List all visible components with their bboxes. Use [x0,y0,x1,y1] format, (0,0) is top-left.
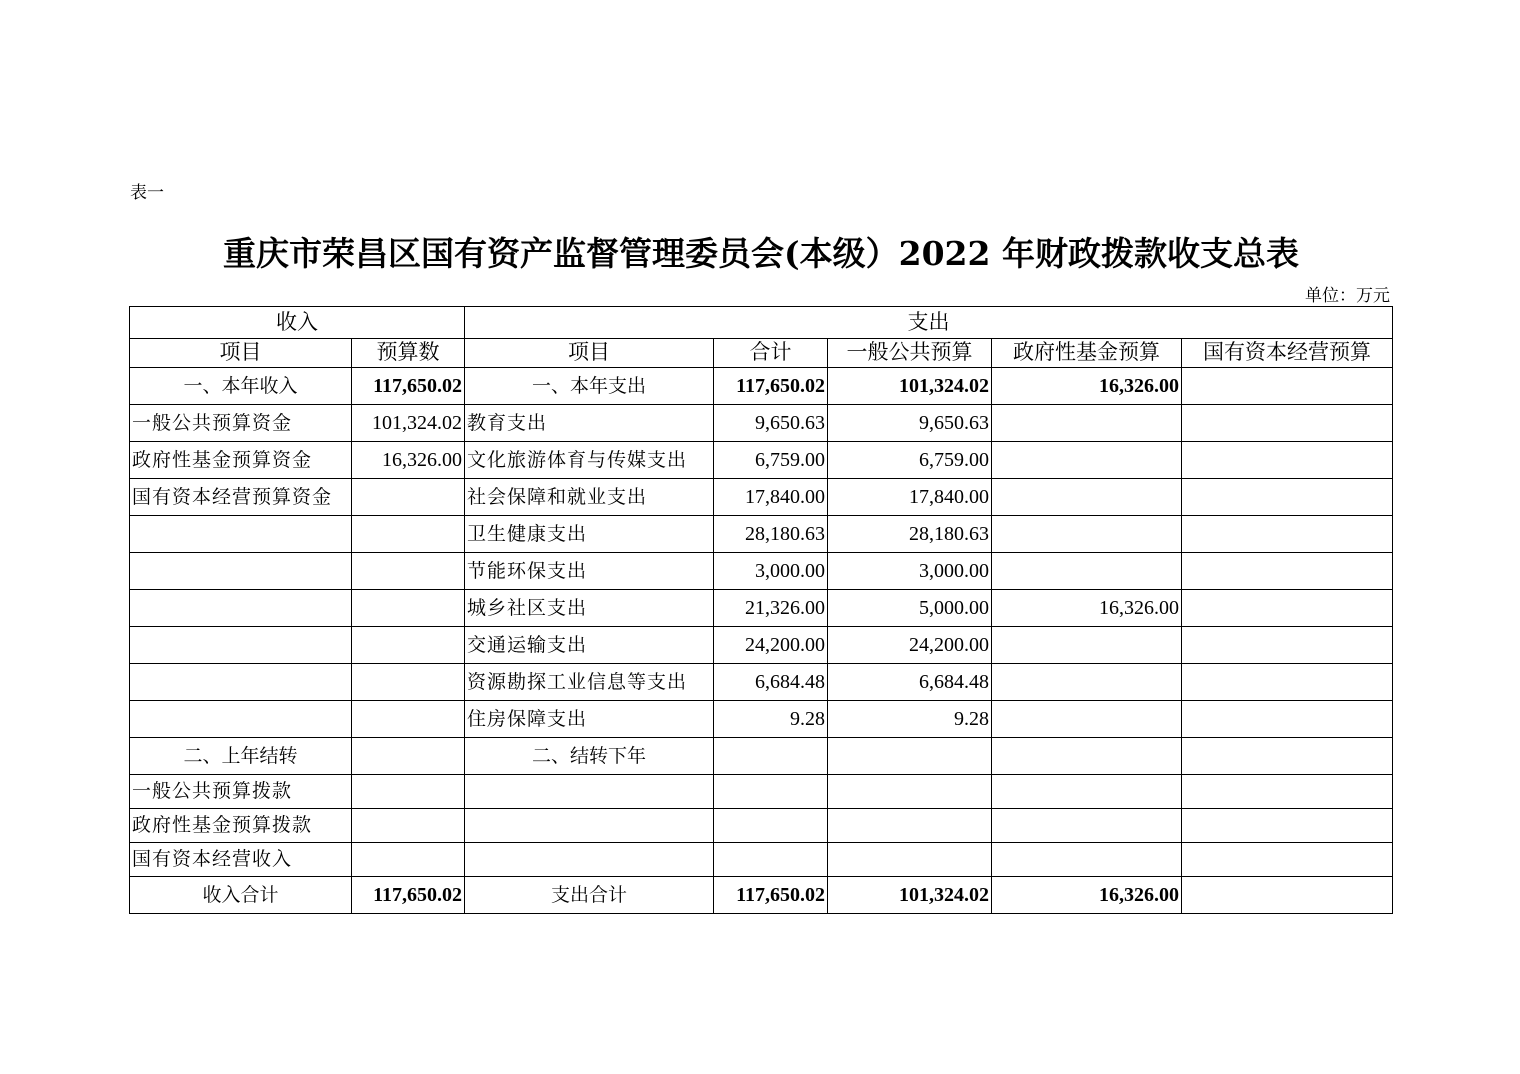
income-item-cell: 一、本年收入 [130,368,352,405]
expense-item-cell: 资源勘探工业信息等支出 [465,664,714,701]
general-budget-cell: 6,759.00 [828,442,992,479]
gov-fund-cell [992,442,1182,479]
total-cell: 6,684.48 [714,664,828,701]
income-amount-cell: 117,650.02 [352,368,465,405]
income-amount-cell [352,775,465,809]
expense-section-header: 支出 [465,307,1393,339]
state-capital-cell [1182,516,1393,553]
state-capital-cell [1182,405,1393,442]
income-item-cell [130,590,352,627]
gov-fund-cell [992,479,1182,516]
total-cell: 117,650.02 [714,368,828,405]
col-income-budget: 预算数 [352,339,465,368]
general-budget-cell: 9.28 [828,701,992,738]
gov-fund-cell [992,701,1182,738]
totals-row [130,877,1393,914]
general-budget-cell: 24,200.00 [828,627,992,664]
gov-fund-cell [992,553,1182,590]
state-capital-cell [1182,738,1393,775]
gov-fund-cell: 16,326.00 [992,368,1182,405]
income-item-cell [130,516,352,553]
income-item-cell: 二、上年结转 [130,738,352,775]
expense-item-cell: 教育支出 [465,405,714,442]
general-budget-cell: 17,840.00 [828,479,992,516]
gov-fund-total: 16,326.00 [992,877,1182,914]
income-item-cell: 国有资本经营预算资金 [130,479,352,516]
income-total-label: 收入合计 [130,877,352,914]
gov-fund-cell [992,738,1182,775]
total-cell: 28,180.63 [714,516,828,553]
general-budget-cell: 9,650.63 [828,405,992,442]
total-cell [714,809,828,843]
budget-table [129,306,1393,914]
total-cell: 17,840.00 [714,479,828,516]
income-section-header: 收入 [130,307,465,339]
general-budget-cell [828,843,992,877]
general-budget-cell: 6,684.48 [828,664,992,701]
table-row [130,627,1393,664]
general-budget-cell: 3,000.00 [828,553,992,590]
income-item-cell [130,553,352,590]
income-amount-cell [352,627,465,664]
unit-label: 单位：万元 [1305,286,1390,306]
expense-item-cell: 住房保障支出 [465,701,714,738]
gov-fund-cell [992,516,1182,553]
general-budget-cell: 28,180.63 [828,516,992,553]
expense-item-cell: 交通运输支出 [465,627,714,664]
income-amount-cell [352,738,465,775]
expense-item-cell [465,843,714,877]
state-capital-cell [1182,809,1393,843]
expense-item-cell: 节能环保支出 [465,553,714,590]
income-item-cell: 国有资本经营收入 [130,843,352,877]
gov-fund-cell [992,664,1182,701]
gov-fund-cell [992,405,1182,442]
income-item-cell: 政府性基金预算资金 [130,442,352,479]
col-gov-fund-budget: 政府性基金预算 [992,339,1182,368]
state-capital-cell [1182,664,1393,701]
expense-item-cell: 社会保障和就业支出 [465,479,714,516]
gov-fund-cell [992,809,1182,843]
state-capital-cell [1182,553,1393,590]
gov-fund-cell [992,775,1182,809]
expense-item-cell: 文化旅游体育与传媒支出 [465,442,714,479]
income-amount-cell: 16,326.00 [352,442,465,479]
table-row [130,590,1393,627]
income-amount-cell [352,664,465,701]
expense-total-amount: 117,650.02 [714,877,828,914]
expense-item-cell: 卫生健康支出 [465,516,714,553]
state-capital-cell [1182,479,1393,516]
state-capital-cell [1182,843,1393,877]
total-cell [714,738,828,775]
state-capital-cell [1182,627,1393,664]
general-budget-cell [828,775,992,809]
state-capital-cell [1182,590,1393,627]
table-row [130,775,1393,809]
income-amount-cell [352,843,465,877]
expense-item-cell [465,809,714,843]
general-budget-cell: 101,324.02 [828,368,992,405]
col-expense-item: 项目 [465,339,714,368]
income-item-cell: 一般公共预算拨款 [130,775,352,809]
expense-item-cell: 二、结转下年 [465,738,714,775]
total-cell: 3,000.00 [714,553,828,590]
income-total-amount: 117,650.02 [352,877,465,914]
income-item-cell [130,627,352,664]
general-budget-cell: 5,000.00 [828,590,992,627]
income-amount-cell: 101,324.02 [352,405,465,442]
total-cell: 9.28 [714,701,828,738]
income-item-cell: 一般公共预算资金 [130,405,352,442]
income-item-cell [130,664,352,701]
income-item-cell [130,701,352,738]
table-row [130,738,1393,775]
table-row [130,553,1393,590]
column-header-row [130,339,1393,368]
income-item-cell: 政府性基金预算拨款 [130,809,352,843]
total-cell: 21,326.00 [714,590,828,627]
col-total: 合计 [714,339,828,368]
table-row [130,479,1393,516]
state-capital-cell [1182,701,1393,738]
table-number-label: 表一 [130,183,164,203]
total-cell: 6,759.00 [714,442,828,479]
table-row [130,843,1393,877]
table-row [130,664,1393,701]
gov-fund-cell [992,843,1182,877]
expense-item-cell [465,775,714,809]
table-row [130,442,1393,479]
gov-fund-cell: 16,326.00 [992,590,1182,627]
general-budget-cell [828,809,992,843]
section-header-row [130,307,1393,339]
income-amount-cell [352,516,465,553]
income-amount-cell [352,553,465,590]
expense-total-label: 支出合计 [465,877,714,914]
state-capital-cell [1182,368,1393,405]
table-row [130,809,1393,843]
total-cell [714,843,828,877]
col-income-item: 项目 [130,339,352,368]
table-row [130,368,1393,405]
expense-item-cell: 城乡社区支出 [465,590,714,627]
col-state-capital-budget: 国有资本经营预算 [1182,339,1393,368]
income-amount-cell [352,809,465,843]
total-cell [714,775,828,809]
state-capital-total [1182,877,1393,914]
state-capital-cell [1182,442,1393,479]
income-amount-cell [352,479,465,516]
income-amount-cell [352,701,465,738]
page-title: 重庆市荣昌区国有资产监督管理委员会(本级）2022 年财政拨款收支总表 [223,234,1299,273]
state-capital-cell [1182,775,1393,809]
table-row [130,701,1393,738]
expense-item-cell: 一、本年支出 [465,368,714,405]
gov-fund-cell [992,627,1182,664]
table-row [130,405,1393,442]
total-cell: 9,650.63 [714,405,828,442]
income-amount-cell [352,590,465,627]
general-budget-total: 101,324.02 [828,877,992,914]
col-general-budget: 一般公共预算 [828,339,992,368]
total-cell: 24,200.00 [714,627,828,664]
table-row [130,516,1393,553]
general-budget-cell [828,738,992,775]
